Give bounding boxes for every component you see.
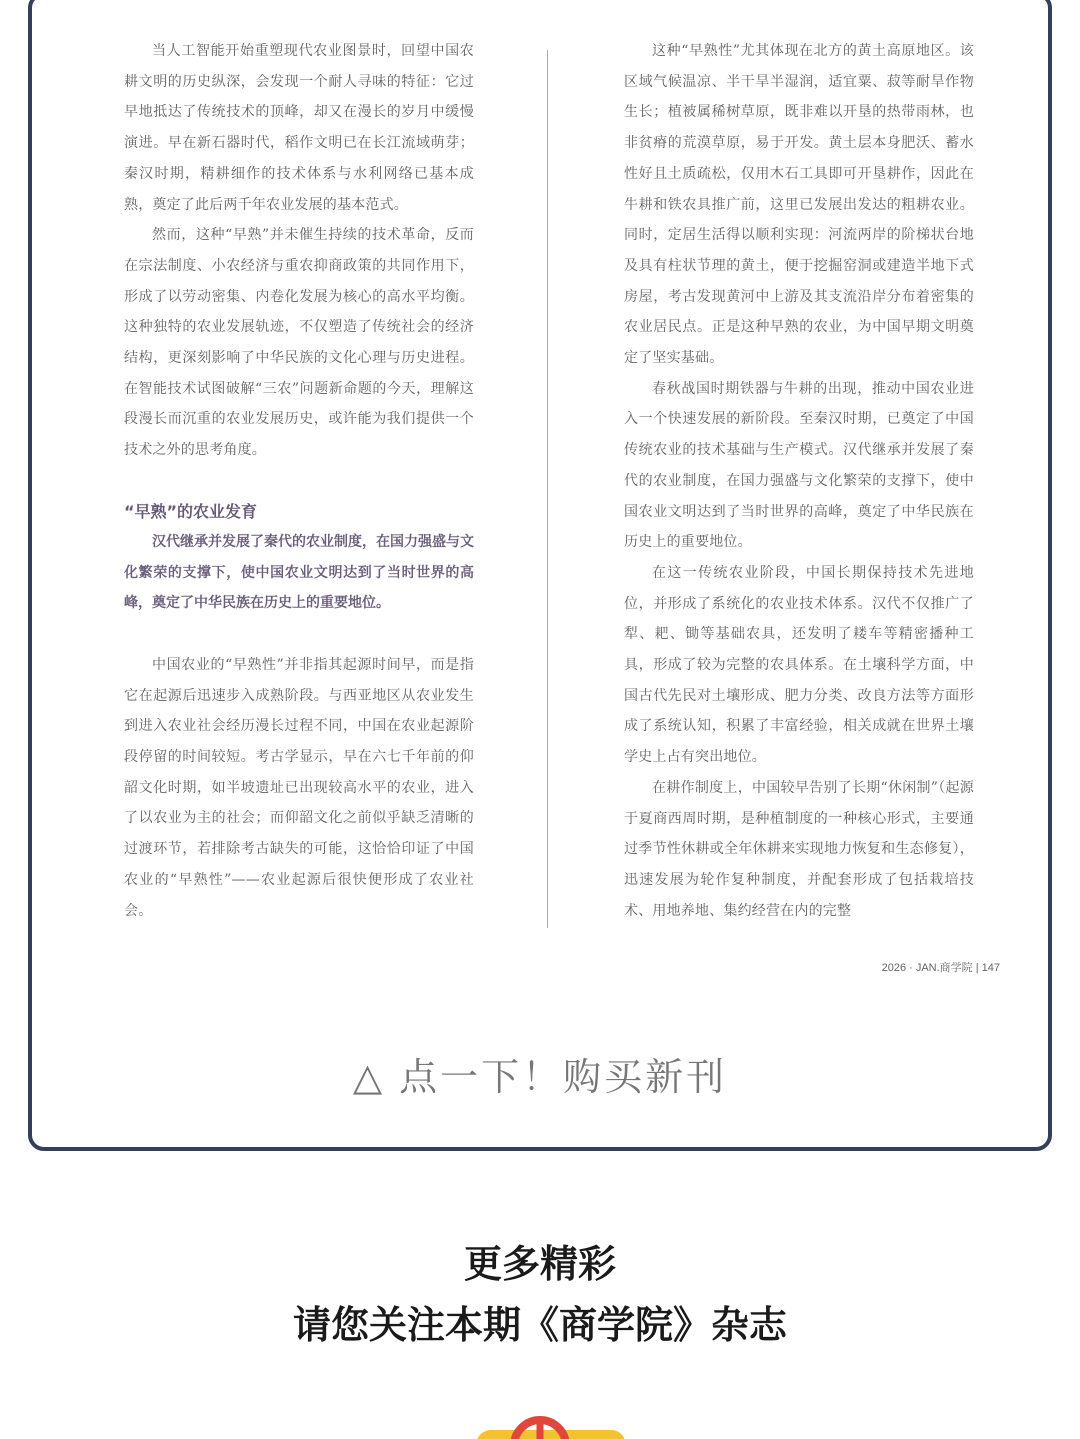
column-divider	[547, 50, 548, 928]
magazine-preview-card	[28, 0, 1052, 1151]
buy-link-label: 点一下！购买新刊	[399, 1055, 728, 1099]
page-folio: 2026 · JAN.商学院 | 147	[881, 962, 1000, 974]
section-heading: “早熟”的农业发育	[124, 501, 258, 521]
promo-subheading: 请您关注本期《商学院》杂志	[292, 1303, 787, 1347]
triangle-outline-icon: △	[352, 1055, 386, 1099]
right-column	[624, 36, 974, 926]
badge-yellow-band	[476, 1430, 626, 1439]
section-lead: 汉代继承并发展了秦代的农业制度，在国力强盛与文化繁荣的支撑下，使中国农业文明达到了当时世界的高峰，奠定了中华民族在历史上的重要地位。	[124, 533, 474, 612]
left-column	[124, 36, 474, 926]
buy-new-issue-link[interactable]	[32, 1046, 1048, 1101]
article-paragraph: 这种“早熟性”尤其体现在北方的黄土高原地区。该区域气候温凉、半干旱半湿润，适宜粟、菽等耐旱作物生长；植被属稀树草原，既非难以开垦的热带雨林，也非贫瘠的荒漠草原，易于开发。黄土层本身肥沃、蓄水性好且土质疏松，仅用木石工具即可开垦耕作，因此在牛耕和铁农具推广前，这里已发展出发达的粗耕农业。同时，定居生活得以顺利实现：河流两岸的阶梯状台地及具有柱状节理的黄土，便于挖掘窑洞或建造半地下式房屋，考古发现黄河中上游及其支流沿岸分布着密集的农业居民点。正是这种早熟的农业，为中国早期文明奠定了坚实基础。	[624, 43, 974, 367]
article-paragraph: 春秋战国时期铁器与牛耕的出现，推动中国农业进入一个快速发展的新阶段。至秦汉时期，已奠定了中国传统农业的技术基础与生产模式。汉代继承并发展了秦代的农业制度，在国力强盛与文化繁荣的支撑下，使中国农业文明达到了当时世界的高峰，奠定了中华民族在历史上的重要地位。	[624, 380, 974, 551]
article-paragraph: 在耕作制度上，中国较早告别了长期“休闲制”（起源于夏商西周时期，是种植制度的一种核心形式，主要通过季节性休耕或全年休耕来实现地力恢复和生态修复），迅速发展为轮作复种制度，并配套形成了包括栽培技术、用地养地、集约经营在内的完整	[624, 779, 974, 919]
promo-heading: 更多精彩	[463, 1242, 616, 1286]
article-paragraph: 当人工智能开始重塑现代农业图景时，回望中国农耕文明的历史纵深，会发现一个耐人寻味的特征：它过早地抵达了传统技术的顶峰，却又在漫长的岁月中缓慢演进。早在新石器时代，稻作文明已在长江流域萌芽；秦汉时期，精耕细作的技术体系与水利网络已基本成熟，奠定了此后两千年农业发展的基本范式。	[124, 43, 474, 213]
decorative-badge-icon	[476, 1416, 626, 1439]
spacer	[124, 619, 474, 650]
article-paragraph: 在这一传统农业阶段，中国长期保持技术先进地位，并形成了系统化的农业技术体系。汉代不仅推广了犁、耙、锄等基础农具，还发明了耧车等精密播种工具，形成了较为完整的农具体系。在土壤科学方面，中国古代先民对土壤形成、肥力分类、改良方法等方面形成了系统认知，积累了丰富经验，相关成就在世界土壤学史上占有突出地位。	[624, 564, 974, 766]
magazine-page-scan	[124, 36, 1034, 986]
article-paragraph: 中国农业的“早熟性”并非指其起源时间早，而是指它在起源后迅速步入成熟阶段。与西亚地区从农业发生到进入农业社会经历漫长过程不同，中国在农业起源阶段停留的时间较短。考古学显示，早在六七千年前的仰韶文化时期，如半坡遗址已出现较高水平的农业，进入了以农业为主的社会；而仰韶文化之前似乎缺乏清晰的过渡环节，若排除考古缺失的可能，这恰恰印证了中国农业的“早熟性”——农业起源后很快便形成了农业社会。	[124, 656, 474, 919]
article-paragraph: 然而，这种“早熟”并未催生持续的技术革命，反而在宗法制度、小农经济与重农抑商政策的共同作用下，形成了以劳动密集、内卷化发展为核心的高水平均衡。这种独特的农业发展轨迹，不仅塑造了传统社会的经济结构，更深刻影响了中华民族的文化心理与历史进程。在智能技术试图破解“三农”问题新命题的今天，理解这段漫长而沉重的农业发展历史，或许能为我们提供一个技术之外的思考角度。	[124, 227, 474, 459]
